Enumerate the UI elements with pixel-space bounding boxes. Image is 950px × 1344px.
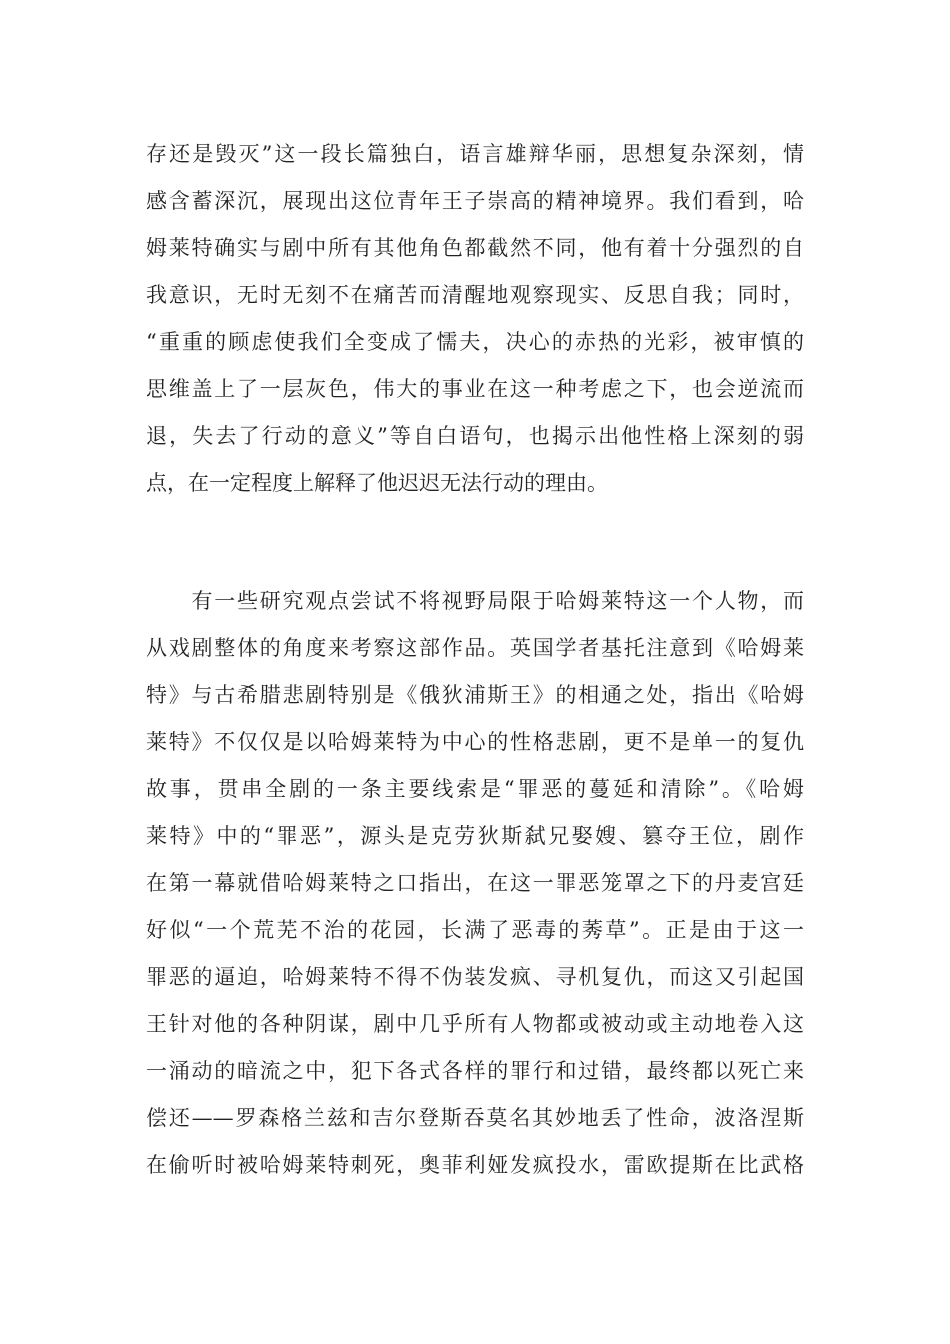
text-line: 退，失去了行动的意义”等自白语句，也揭示出他性格上深刻的弱 (146, 424, 804, 448)
text-line: 我意识，无时无刻不在痛苦而清醒地观察现实、反思自我；同时， (146, 283, 804, 307)
text-line: 偿还——罗森格兰兹和吉尔登斯吞莫名其妙地丢了性命，波洛涅斯 (146, 1106, 804, 1130)
text-line: 存还是毁灭”这一段长篇独白，语言雄辩华丽，思想复杂深刻，情 (146, 142, 804, 166)
text-line: 姆莱特确实与剧中所有其他角色都截然不同，他有着十分强烈的自 (146, 236, 804, 260)
text-line: 在第一幕就借哈姆莱特之口指出，在这一罪恶笼罩之下的丹麦宫廷 (146, 871, 804, 895)
text-line: 点，在一定程度上解释了他迟迟无法行动的理由。 (146, 471, 608, 495)
text-line: 莱特》不仅仅是以哈姆莱特为中心的性格悲剧，更不是单一的复仇 (146, 730, 804, 754)
text-line: “重重的顾虑使我们全变成了懦夫，决心的赤热的光彩，被审慎的 (146, 330, 804, 354)
text-line: 从戏剧整体的角度来考察这部作品。英国学者基托注意到《哈姆莱 (146, 636, 804, 660)
text-line: 罪恶的逼迫，哈姆莱特不得不伪装发疯、寻机复仇，而这又引起国 (146, 965, 804, 989)
text-line: 故事，贯串全剧的一条主要线索是“罪恶的蔓延和清除”。《哈姆 (146, 777, 804, 801)
text-line: 思维盖上了一层灰色，伟大的事业在这一种考虑之下，也会逆流而 (146, 377, 804, 401)
text-line: 王针对他的各种阴谋，剧中几乎所有人物都或被动或主动地卷入这 (146, 1012, 804, 1036)
text-line: 莱特》中的“罪恶”，源头是克劳狄斯弑兄娶嫂、篡夺王位，剧作 (146, 824, 804, 848)
text-line: 好似“一个荒芜不治的花园，长满了恶毒的莠草”。正是由于这一 (146, 918, 804, 942)
text-line: 特》与古希腊悲剧特别是《俄狄浦斯王》的相通之处，指出《哈姆 (146, 683, 804, 707)
text-line: 有一些研究观点尝试不将视野局限于哈姆莱特这一个人物，而 (146, 589, 804, 613)
text-line: 感含蓄深沉，展现出这位青年王子崇高的精神境界。我们看到，哈 (146, 189, 804, 213)
text-line: 一涌动的暗流之中，犯下各式各样的罪行和过错，最终都以死亡来 (146, 1059, 804, 1083)
text-line: 在偷听时被哈姆莱特刺死，奥菲利娅发疯投水，雷欧提斯在比武格 (146, 1153, 804, 1177)
